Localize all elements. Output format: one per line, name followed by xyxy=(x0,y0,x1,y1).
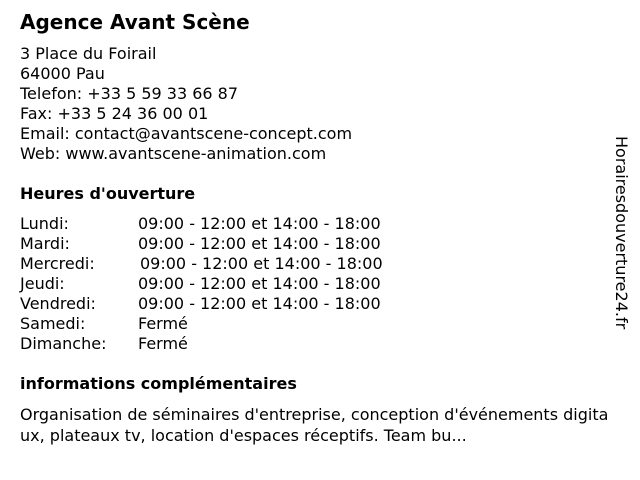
additional-info-text: Organisation de séminaires d'entreprise, conception d'événements digitaux, plateaux tv, location d'espaces réceptifs. Team bu... xyxy=(20,405,609,445)
hours-time: 09:00 - 12:00 et 14:00 - 18:00 xyxy=(138,294,381,313)
email-address: Email: contact@avantscene-concept.com xyxy=(20,124,353,143)
hours-day: Jeudi: xyxy=(20,274,65,293)
hours-row-dimanche xyxy=(20,334,440,354)
hours-time: 09:00 - 12:00 et 14:00 - 18:00 xyxy=(138,214,381,233)
opening-hours-table xyxy=(20,214,440,354)
website-address: Web: www.avantscene-animation.com xyxy=(20,144,327,163)
hours-row-mercredi xyxy=(20,254,440,274)
hours-time: 09:00 - 12:00 et 14:00 - 18:00 xyxy=(138,274,381,293)
hours-row-mardi xyxy=(20,234,440,254)
hours-day: Vendredi: xyxy=(20,294,96,313)
hours-day: Mardi: xyxy=(20,234,70,253)
street-address: 3 Place du Foirail xyxy=(20,44,157,63)
hours-row-samedi xyxy=(20,314,440,334)
hours-time: Fermé xyxy=(138,334,188,353)
hours-row-vendredi xyxy=(20,294,440,314)
phone-number: Telefon: +33 5 59 33 66 87 xyxy=(20,84,239,103)
postal-city: 64000 Pau xyxy=(20,64,105,83)
hours-time: 09:00 - 12:00 et 14:00 - 18:00 xyxy=(140,254,383,273)
additional-info-heading: informations complémentaires xyxy=(20,374,297,393)
site-watermark: Horairesdouverture24.fr xyxy=(612,136,631,330)
fax-number: Fax: +33 5 24 36 00 01 xyxy=(20,104,209,123)
hours-day: Samedi: xyxy=(20,314,86,333)
address-block xyxy=(20,44,352,164)
hours-time: Fermé xyxy=(138,314,188,333)
hours-day: Mercredi: xyxy=(20,254,95,273)
opening-hours-heading: Heures d'ouverture xyxy=(20,184,196,203)
hours-day: Dimanche: xyxy=(20,334,107,353)
page-title: Agence Avant Scène xyxy=(20,10,250,34)
hours-day: Lundi: xyxy=(20,214,69,233)
hours-row-jeudi xyxy=(20,274,440,294)
hours-time: 09:00 - 12:00 et 14:00 - 18:00 xyxy=(138,234,381,253)
hours-row-lundi xyxy=(20,214,440,234)
